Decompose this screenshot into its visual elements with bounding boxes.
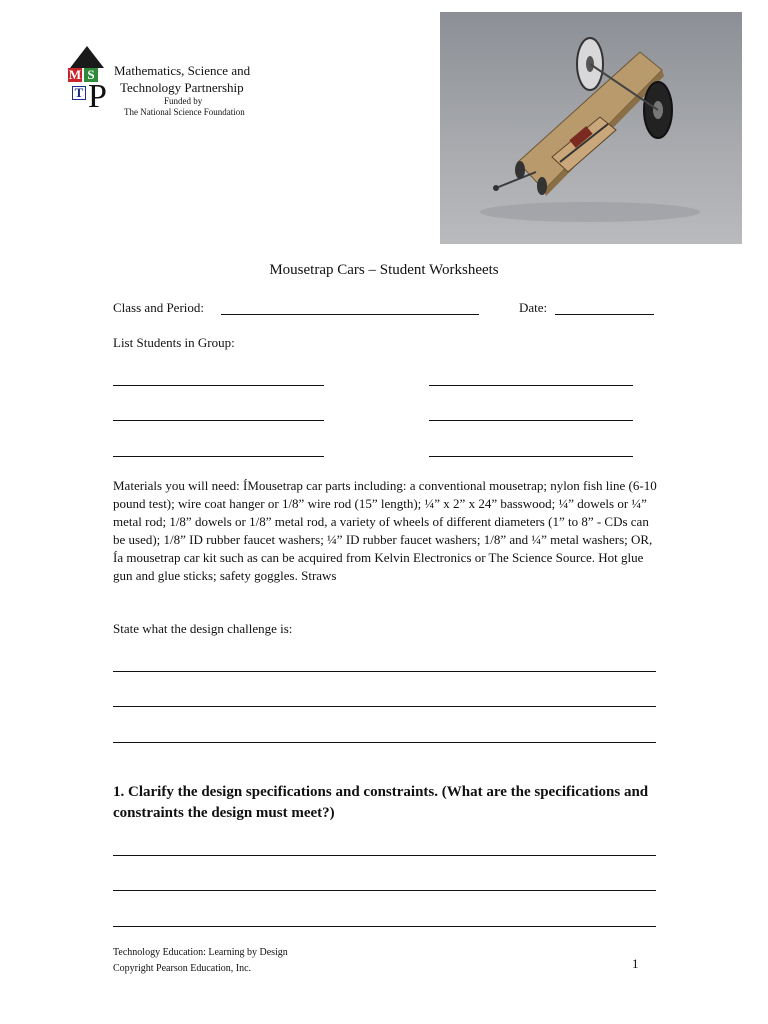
student-line[interactable] — [113, 385, 324, 386]
challenge-line[interactable] — [113, 742, 656, 743]
logo-letter-t: T — [72, 86, 86, 100]
mstp-logo — [66, 46, 256, 126]
challenge-line[interactable] — [113, 706, 656, 707]
answer-line[interactable] — [113, 855, 656, 856]
materials-lead: Materials you will need: — [113, 478, 240, 493]
materials-part-2: a mousetrap car kit such as can be acquired from Kelvin Electronics or The Science Source. Hot glue gun and glue sticks; safety goggles. Straws — [113, 550, 644, 583]
student-line[interactable] — [113, 420, 324, 421]
footer-line-1: Technology Education: Learning by Design — [113, 947, 288, 958]
date-field[interactable] — [555, 314, 654, 315]
footer-line-2: Copyright Pearson Education, Inc. — [113, 963, 252, 974]
students-label: List Students in Group: — [113, 335, 235, 350]
question-1: 1. Clarify the design specifications and constraints. (What are the specifications and constraints the design must meet?) — [113, 784, 649, 821]
student-line[interactable] — [113, 456, 324, 457]
student-line[interactable] — [429, 456, 633, 457]
challenge-label: State what the design challenge is: — [113, 621, 293, 636]
materials-paragraph — [113, 477, 658, 585]
logo-roof-icon — [70, 46, 104, 68]
answer-line[interactable] — [113, 890, 656, 891]
mousetrap-car-photo — [440, 12, 742, 244]
page-number: 1 — [632, 956, 639, 971]
bullet-icon: Í — [242, 478, 248, 493]
logo-letter-s: S — [84, 68, 98, 82]
date-label: Date: — [519, 300, 548, 315]
answer-line[interactable] — [113, 926, 656, 927]
challenge-line[interactable] — [113, 671, 656, 672]
bullet-icon: Í — [113, 550, 118, 565]
logo-line-1: Mathematics, Science and — [114, 63, 251, 78]
student-line[interactable] — [429, 420, 633, 421]
class-period-label: Class and Period: — [113, 300, 204, 315]
student-line[interactable] — [429, 385, 633, 386]
class-period-field[interactable] — [221, 314, 479, 315]
page-title: Mousetrap Cars – Student Worksheets — [269, 262, 499, 278]
logo-funded-by: Funded by — [164, 96, 203, 106]
logo-line-2: Technology Partnership — [120, 80, 244, 95]
logo-nsf: The National Science Foundation — [124, 107, 245, 117]
logo-letter-p: P — [88, 78, 107, 115]
materials-part-1: Mousetrap car parts including: a conventional mousetrap; nylon fish line (6-10 pound test); wire coat hanger or 1/8” wire rod (15” length); ¼” x 2” x 24” basswood; ¼” dowels or ¼” metal rod; 1/8” dowels or 1/8” metal rod, a variety of wheels of different diameters (1” to 8” - CDs can be used); 1/8” ID rubber faucet washers; ¼” ID rubber faucet washers; 1/8” and ¼” metal washers; OR, — [113, 478, 657, 547]
logo-letter-m: M — [68, 67, 82, 82]
